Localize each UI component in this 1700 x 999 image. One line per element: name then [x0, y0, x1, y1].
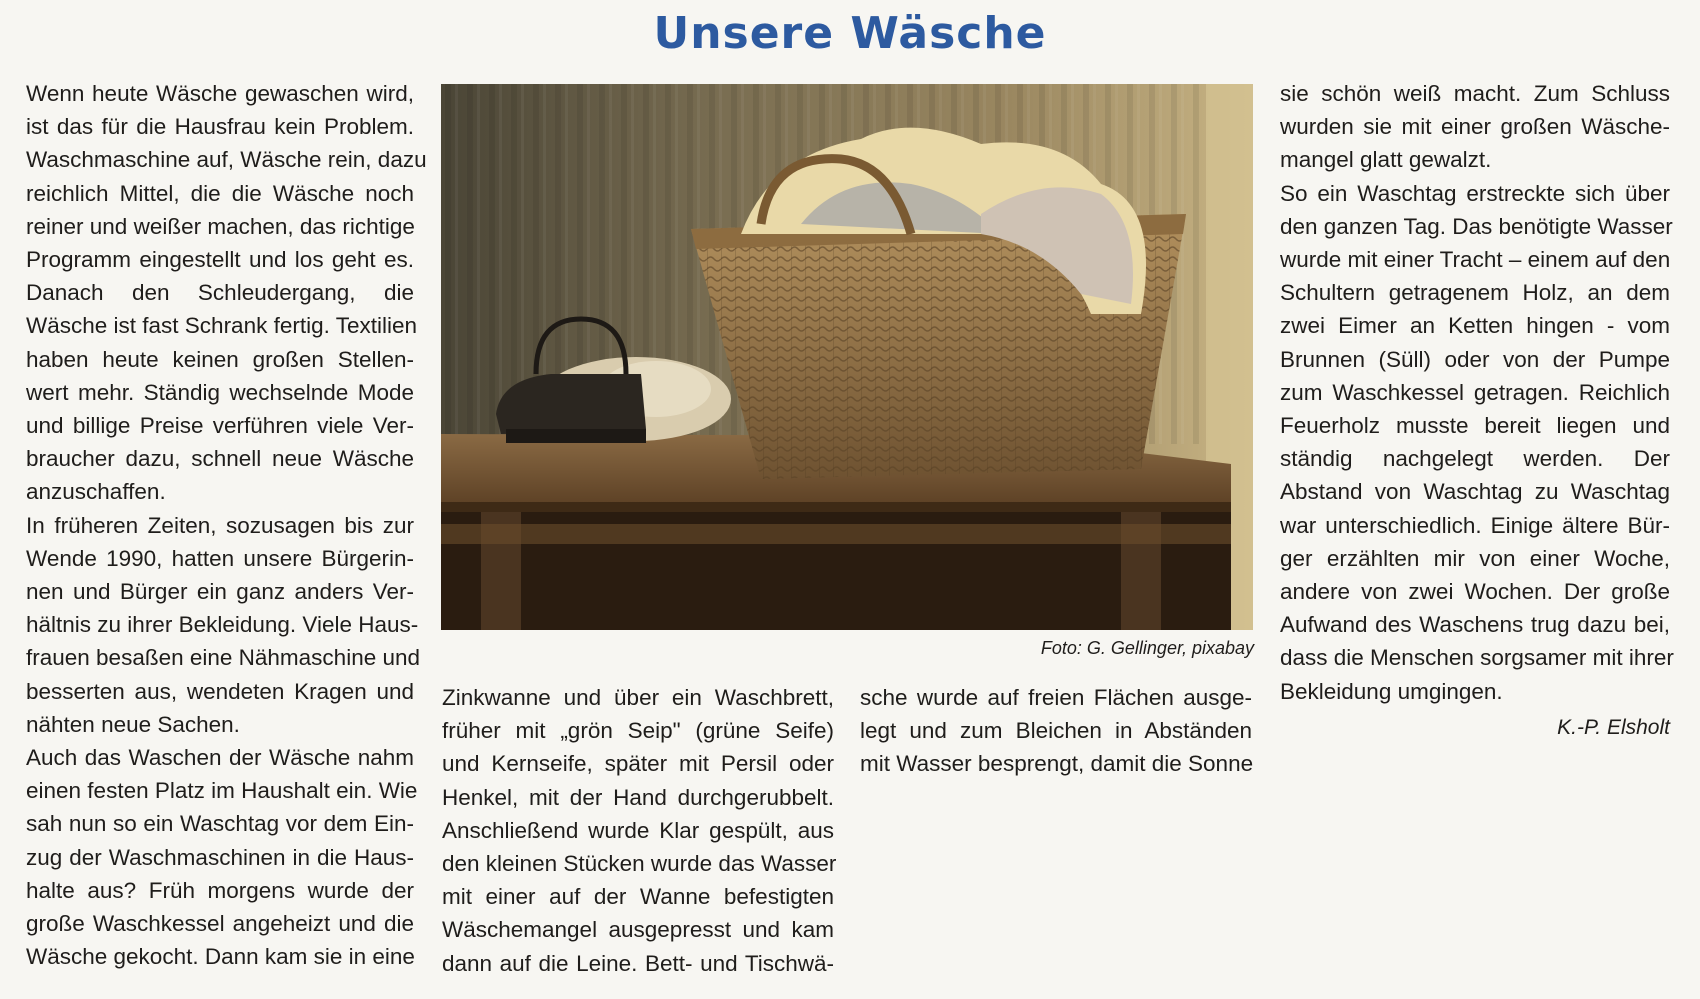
author-signature: K.-P. Elsholt: [1557, 716, 1670, 739]
text-line: war unterschiedlich. Einige ältere Bür-: [1280, 512, 1670, 538]
text-line: große Waschkessel angeheizt und die: [26, 911, 414, 937]
text-line: mit Wasser besprengt, damit die Sonne: [860, 751, 1254, 777]
text-line: legt und zum Bleichen in Abständen: [860, 718, 1252, 744]
text-line: Wende 1990, hatten unsere Bürgerin-: [26, 545, 414, 571]
text-line: Zinkwanne und über ein Waschbrett,: [442, 685, 834, 710]
text-line: nähten neue Sachen.: [26, 711, 240, 737]
text-line: ständig nachgelegt werden. Der: [1280, 446, 1670, 472]
text-column-3: [860, 681, 1252, 781]
text-line: halte aus? Früh morgens wurde der: [26, 877, 414, 903]
text-line: sche wurde auf freien Flächen ausge-: [860, 685, 1252, 710]
text-line: So ein Waschtag erstreckte sich über: [1280, 180, 1670, 206]
text-line: wurde mit einer Tracht – einem auf den: [1280, 247, 1671, 273]
text-line: Programm eingestellt und los geht es.: [26, 247, 414, 273]
text-line: Wäsche gekocht. Dann kam sie in eine: [26, 944, 415, 970]
text-line: andere von zwei Wochen. Der große: [1280, 579, 1670, 605]
text-line: Anschließend wurde Klar gespült, aus: [442, 817, 834, 843]
text-line: Waschmaschine auf, Wäsche rein, dazu: [26, 147, 427, 173]
photo-caption: Foto: G. Gellinger, pixabay: [1040, 638, 1254, 658]
text-line: nen und Bürger ein ganz anders Ver-: [26, 579, 414, 605]
text-column-2: [442, 681, 837, 980]
text-line: In früheren Zeiten, sozusagen bis zur: [26, 512, 414, 538]
text-line: ist das für die Hausfrau kein Problem.: [26, 114, 414, 140]
text-line: dann auf die Leine. Bett- und Tischwä-: [442, 950, 834, 976]
text-line: Wäschemangel ausgepresst und kam: [442, 917, 834, 943]
text-line: mangel glatt gewalzt.: [1280, 147, 1492, 173]
text-line: Wäsche ist fast Schrank fertig. Textilien: [26, 313, 417, 339]
text-line: braucher dazu, schnell neue Wäsche: [26, 446, 414, 472]
text-line: zwei Eimer an Ketten hingen - vom: [1280, 313, 1670, 339]
text-line: frauen besaßen eine Nähmaschine und: [26, 645, 421, 671]
text-line: hältnis zu ihrer Bekleidung. Viele Haus-: [26, 612, 419, 638]
text-line: zug der Waschmaschinen in die Haus-: [26, 844, 414, 870]
text-line: Henkel, mit der Hand durchgerubbelt.: [442, 784, 834, 810]
text-line: früher mit „grön Seip" (grüne Seife): [442, 718, 834, 744]
text-line: Danach den Schleudergang, die: [26, 280, 414, 306]
text-line: Auch das Waschen der Wäsche nahm: [26, 745, 414, 771]
text-column-4: [1280, 77, 1674, 708]
text-line: Feuerholz musste bereit liegen und: [1280, 413, 1670, 439]
text-line: und billige Preise verführen viele Ver-: [26, 413, 414, 439]
text-line: anzuschaffen.: [26, 479, 166, 505]
text-line: mit einer auf der Wanne befestigten: [442, 884, 834, 910]
text-column-1: [26, 77, 427, 973]
text-line: den kleinen Stücken wurde das Wasser: [442, 851, 837, 877]
text-line: ger erzählten mir von einer Woche,: [1280, 545, 1670, 571]
text-line: Abstand von Waschtag zu Waschtag: [1280, 479, 1670, 505]
text-line: wert mehr. Ständig wechselnde Mode: [26, 379, 414, 405]
text-line: Bekleidung umgingen.: [1280, 678, 1503, 704]
text-line: haben heute keinen großen Stellen-: [26, 346, 414, 372]
text-line: reichlich Mittel, die die Wäsche noch: [26, 180, 414, 206]
text-line: Brunnen (Süll) oder von der Pumpe: [1280, 346, 1670, 372]
text-line: zum Waschkessel getragen. Reichlich: [1280, 379, 1670, 405]
text-line: Wenn heute Wäsche gewaschen wird,: [26, 81, 414, 106]
laundry-basket-photo: [441, 84, 1253, 630]
text-line: sie schön weiß macht. Zum Schluss: [1280, 81, 1670, 106]
text-line: Aufwand des Waschens trug dazu bei,: [1280, 612, 1670, 638]
text-line: sah nun so ein Waschtag vor dem Ein-: [26, 811, 414, 837]
text-line: und Kernseife, später mit Persil oder: [442, 751, 834, 777]
text-line: einen festen Platz im Haushalt ein. Wie: [26, 778, 418, 804]
text-line: den ganzen Tag. Das benötigte Wasser: [1280, 213, 1673, 239]
text-line: besserten aus, wendeten Kragen und: [26, 678, 414, 704]
text-line: dass die Menschen sorgsamer mit ihrer: [1280, 645, 1674, 671]
text-line: Schultern getragenem Holz, an dem: [1280, 280, 1670, 306]
text-line: wurden sie mit einer großen Wäsche-: [1280, 114, 1670, 140]
text-line: reiner und weißer machen, das richtige: [26, 213, 415, 239]
article-title: Unsere Wäsche: [653, 8, 1047, 59]
